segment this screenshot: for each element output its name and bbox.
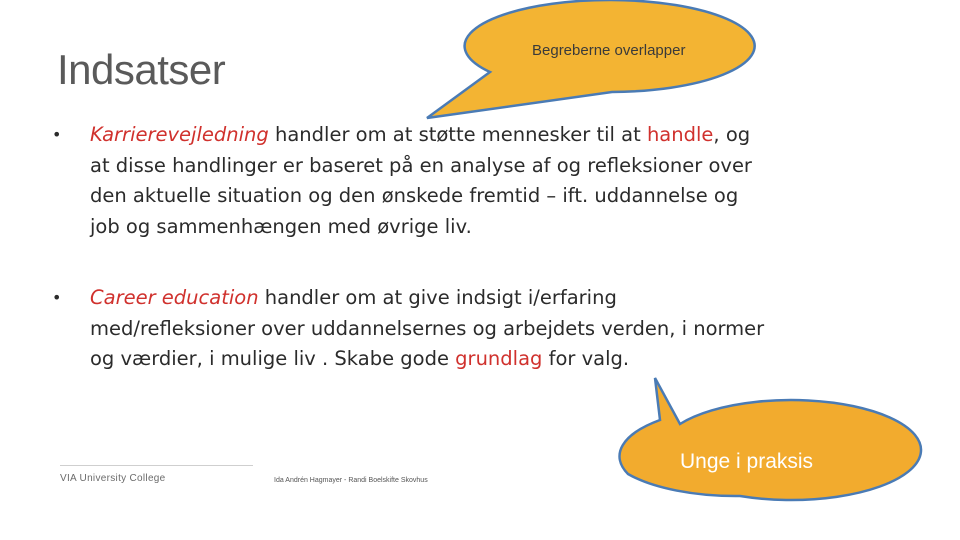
highlight-grundlag: grundlag (455, 347, 543, 370)
bullet-text-part: handler om at give indsigt i/erfaring med/refleksioner over uddannelsernes og arbejdets verden, i normer og værdier, i mulige liv . Skabe gode (90, 286, 765, 370)
term-career-education: Career education (90, 286, 259, 309)
footer-authors: Ida Andrén Hagmayer - Randi Boelskifte Skovhus (274, 477, 428, 484)
bullet-text-part: for valg. (542, 347, 630, 370)
term-karrierevejledning: Karrierevejledning (90, 123, 269, 146)
bullet-marker: • (52, 125, 62, 144)
bullet-marker: • (52, 288, 62, 307)
bullet-text-part: , og at disse handlinger er baseret på en analyse af og refleksioner over den aktuelle situation og den ønskede fremtid – ift. uddannelse og job og sammenhængen med øvrige liv. (90, 123, 752, 238)
footer-organization: VIA University College (60, 473, 166, 484)
slide-title: Indsatser (57, 46, 226, 93)
highlight-handle: handle (646, 123, 714, 146)
bullet-text-part: handler om at støtte mennesker til at (268, 123, 647, 146)
footer-divider (60, 465, 253, 466)
callout-bottom-bubble (620, 378, 921, 500)
callout-bottom-label: Unge i praksis (680, 450, 814, 473)
callout-top-label: Begreberne overlapper (532, 42, 686, 59)
callout-top-bubble (427, 0, 755, 118)
